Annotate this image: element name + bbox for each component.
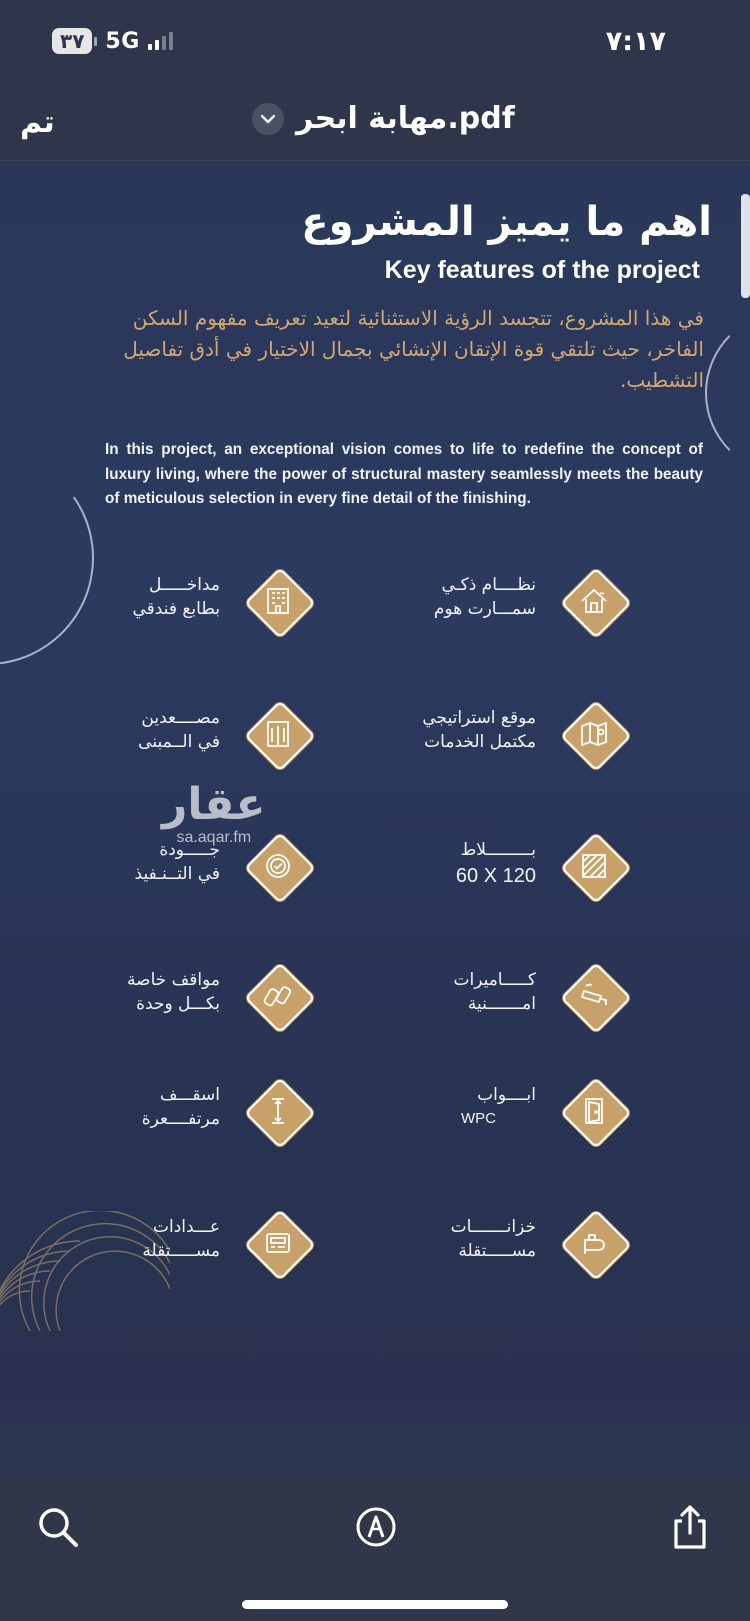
feature-badge <box>244 962 312 1030</box>
hotel-building-icon <box>261 584 295 618</box>
decorative-arc <box>705 311 750 475</box>
feature-badge <box>244 1077 312 1145</box>
share-icon[interactable] <box>668 1505 712 1549</box>
chevron-down-icon[interactable] <box>252 103 284 135</box>
feature-badge <box>560 832 628 900</box>
document-title-menu[interactable] <box>252 101 515 136</box>
map-location-icon <box>577 717 611 751</box>
feature-line2: بكـــل وحدة <box>136 994 220 1014</box>
feature-badge <box>560 1077 628 1145</box>
quality-badge-icon <box>261 849 295 883</box>
page-title-ar: اهم ما يميز المشروع <box>301 199 712 245</box>
nav-bar <box>0 85 750 161</box>
battery-indicator: ٣٧ <box>52 28 92 54</box>
feature-line2: مرتفــــعرة <box>141 1109 220 1129</box>
tiles-icon <box>577 849 611 883</box>
security-camera-icon <box>577 979 611 1013</box>
feature-line2: امـــــــنية <box>467 994 536 1014</box>
intro-paragraph-en: In this project, an exceptional vision comes to life to redefine the concept of luxury living, where the power of structural mastery seamlessly meets the beauty of meticulous selection in every fine detail of the finishing. <box>105 441 703 507</box>
parking-cars-icon <box>261 979 295 1013</box>
feature-line2: في الــمبنى <box>138 732 220 752</box>
feature-line1: خزانـــــــات <box>450 1217 536 1237</box>
feature-line2: مكتمل الخدمات <box>424 732 536 752</box>
page-gap <box>0 1423 750 1478</box>
feature-line2: مســـــتقلة <box>458 1241 536 1261</box>
scrollbar-thumb[interactable] <box>741 194 750 298</box>
pdf-page[interactable] <box>0 161 750 1423</box>
home-indicator[interactable] <box>242 1600 508 1609</box>
feature-badge <box>560 1209 628 1277</box>
feature-badge <box>244 1209 312 1277</box>
feature-line2: WPC <box>461 1110 496 1127</box>
feature-tiles <box>368 826 628 906</box>
watermark-url: sa.aqar.fm <box>176 829 252 846</box>
done-button[interactable]: تم <box>20 105 55 140</box>
feature-high-ceilings <box>52 1071 312 1151</box>
feature-line1: عـــدادات <box>152 1217 220 1237</box>
feature-quality <box>52 826 312 906</box>
feature-independent-tanks <box>368 1203 628 1283</box>
feature-badge <box>244 567 312 635</box>
feature-line1: مواقف خاصة <box>127 970 220 990</box>
network-type: 5G <box>105 28 140 54</box>
feature-independent-meters <box>52 1203 312 1283</box>
feature-badge <box>244 700 312 768</box>
door-icon <box>577 1094 611 1128</box>
page-title-en: Key features of the project <box>384 256 700 284</box>
feature-line1: نظــــام ذكـي <box>441 575 536 595</box>
search-icon[interactable] <box>36 1505 80 1549</box>
feature-line1: مصــــعدين <box>141 708 220 728</box>
feature-badge <box>560 567 628 635</box>
feature-line1: مداخـــــل <box>148 575 220 595</box>
feature-smart-home <box>368 561 628 641</box>
clock: ٧:١٧ <box>605 26 666 57</box>
signal-icon <box>148 32 173 50</box>
feature-badge <box>244 832 312 900</box>
meter-icon <box>261 1226 295 1260</box>
feature-line1: اسقـــف <box>159 1085 220 1105</box>
feature-line2: مســـــتقلة <box>142 1241 220 1261</box>
feature-private-parking <box>52 956 312 1036</box>
markup-pen-icon[interactable] <box>354 1505 398 1549</box>
document-title: مهابة ابحر.pdf <box>296 101 515 136</box>
feature-strategic-location <box>368 694 628 774</box>
smart-home-icon <box>577 584 611 618</box>
feature-line1: موقع استراتيجي <box>422 708 536 728</box>
watermark-logo: عقار <box>162 779 266 830</box>
feature-line2: 60 X 120 <box>455 865 536 887</box>
status-left <box>52 28 173 54</box>
ceiling-height-icon <box>261 1094 295 1128</box>
battery-tip <box>94 37 97 46</box>
feature-security-cameras <box>368 956 628 1036</box>
feature-badge <box>560 962 628 1030</box>
water-tank-icon <box>577 1226 611 1260</box>
decorative-arc <box>0 434 111 682</box>
feature-line1: ابــــواب <box>477 1085 536 1105</box>
feature-wpc-doors <box>368 1071 628 1151</box>
feature-line1: جـــــودة <box>159 840 220 860</box>
feature-line1: كـــــاميرات <box>453 970 536 990</box>
feature-line2: في التــنـفيذ <box>134 864 220 884</box>
intro-paragraph-ar: في هذا المشروع، تتجسد الرؤية الاستثنائية لتعيد تعريف مفهوم السكن الفاخر، حيث تلتقي قوة الإتقان الإنشائي بجمال الاختيار في أدق تفاصيل التشطيب. <box>123 306 704 392</box>
feature-hotel-entrances <box>52 561 312 641</box>
feature-line1: بـــــــــلاط <box>460 840 536 860</box>
feature-badge <box>560 700 628 768</box>
feature-line2: بطابع فندقي <box>132 599 220 619</box>
status-bar <box>0 0 750 85</box>
feature-line2: سمـــارت هوم <box>433 599 536 619</box>
elevator-icon <box>261 717 295 751</box>
feature-elevators <box>52 694 312 774</box>
